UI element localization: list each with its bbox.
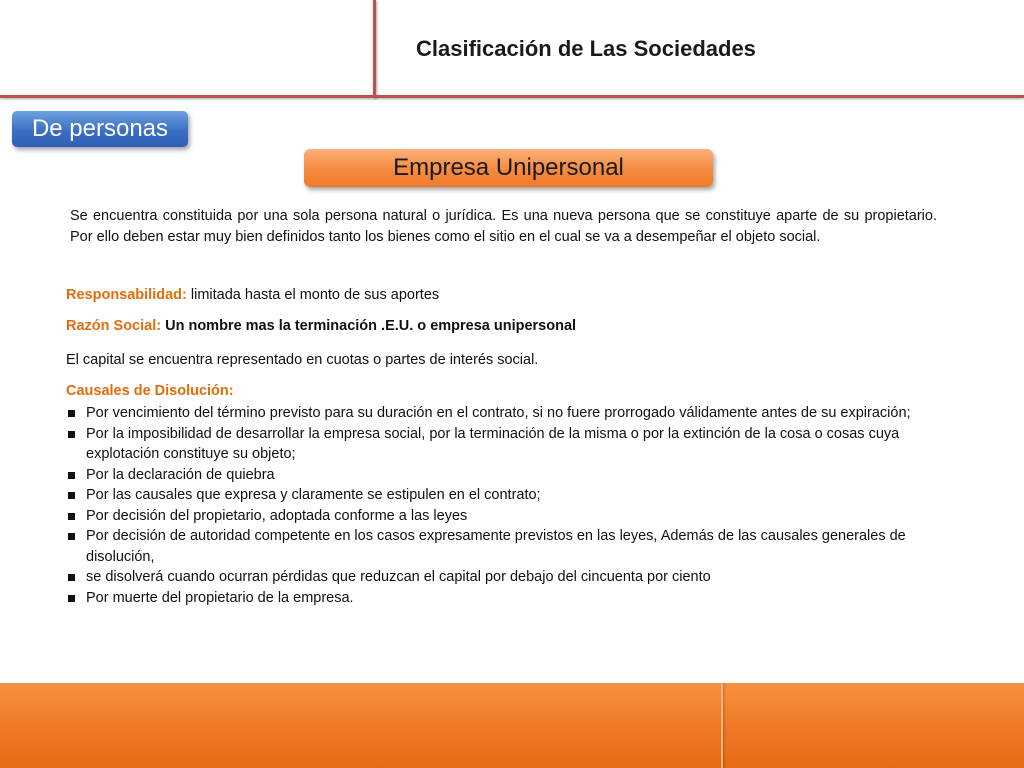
responsabilidad-line: [66, 287, 439, 303]
capital-line: El capital se encuentra representado en cuotas o partes de interés social.: [66, 352, 539, 368]
intro-paragraph: Se encuentra constituida por una sola persona natural o jurídica. Es una nueva persona que se constituye aparte de su propietario. Por ello deben estar muy bien definidos tanto los bienes como el sitio en el cual se va a desempeñar el objeto social.: [70, 208, 937, 245]
section-heading: Empresa Unipersonal: [304, 149, 713, 187]
square-bullet-icon: [68, 574, 75, 581]
slide-title: Clasificación de Las Sociedades: [416, 36, 756, 61]
causales-list: [66, 403, 916, 608]
square-bullet-icon: [68, 410, 75, 417]
causales-title: Causales de Disolución:: [66, 383, 234, 399]
square-bullet-icon: [68, 492, 75, 499]
list-item: Por muerte del propietario de la empresa.: [66, 588, 916, 609]
footer-divider: [721, 683, 723, 768]
list-item: Por la imposibilidad de desarrollar la empresa social, por la terminación de la misma o por la extinción de la cosa o cosas cuya explotación constituye su objeto;: [66, 424, 916, 465]
list-item: Por decisión del propietario, adoptada conforme a las leyes: [66, 506, 916, 527]
razon-social-line: [66, 318, 576, 334]
square-bullet-icon: [68, 513, 75, 520]
list-item: Por decisión de autoridad competente en los casos expresamente previstos en las leyes, Además de las causales generales de disolución,: [66, 526, 916, 567]
razon-social-label: Razón Social:: [66, 318, 162, 334]
list-item: Por las causales que expresa y claramente se estipulen en el contrato;: [66, 485, 916, 506]
square-bullet-icon: [68, 595, 75, 602]
responsabilidad-label: Responsabilidad:: [66, 287, 187, 303]
category-tag: De personas: [12, 111, 188, 147]
list-item: se disolverá cuando ocurran pérdidas que reduzcan el capital por debajo del cincuenta por ciento: [66, 567, 916, 588]
razon-social-text: Un nombre mas la terminación .E.U. o empresa unipersonal: [161, 318, 577, 334]
header-horizontal-divider: [0, 95, 1024, 98]
list-item: Por vencimiento del término previsto para su duración en el contrato, si no fuere prorrogado válidamente antes de su expiración;: [66, 403, 916, 424]
header-vertical-divider: [373, 0, 376, 98]
square-bullet-icon: [68, 533, 75, 540]
square-bullet-icon: [68, 472, 75, 479]
responsabilidad-text: limitada hasta el monto de sus aportes: [186, 287, 440, 303]
footer-bar: [0, 683, 1024, 768]
square-bullet-icon: [68, 431, 75, 438]
list-item: Por la declaración de quiebra: [66, 465, 916, 486]
